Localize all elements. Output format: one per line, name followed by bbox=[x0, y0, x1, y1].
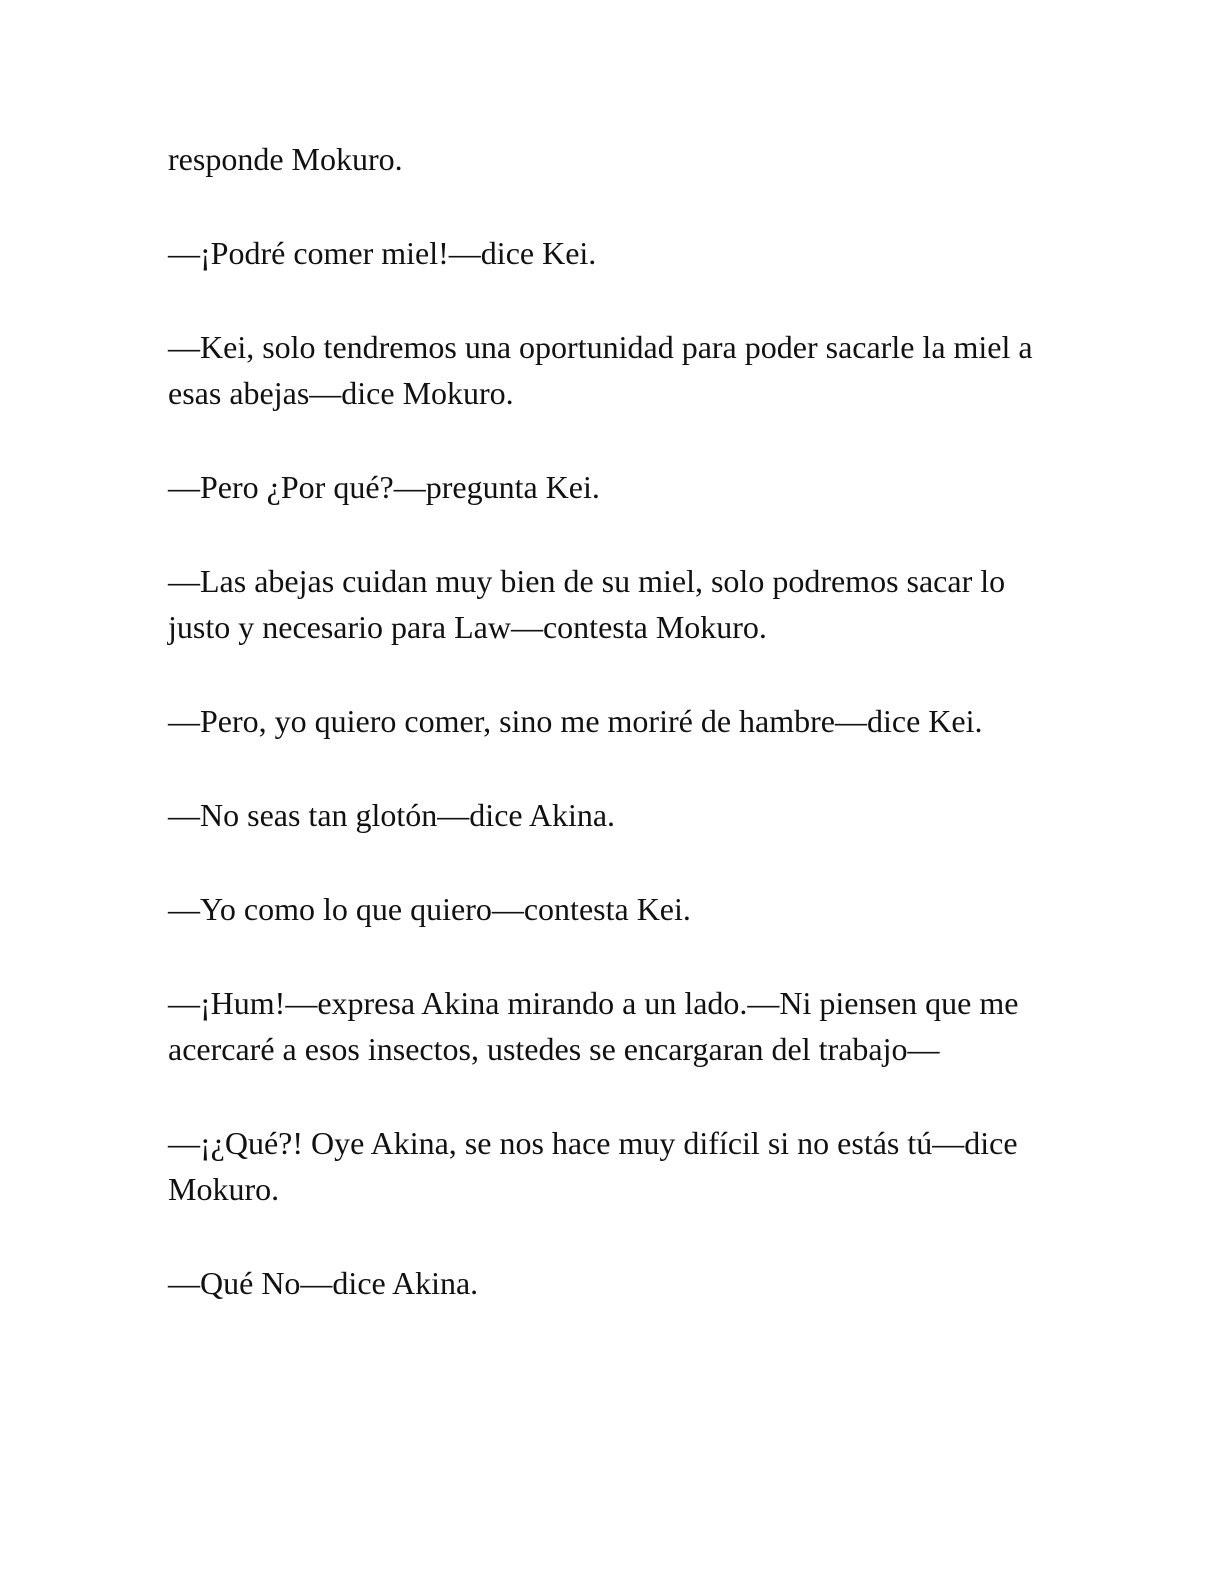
paragraph-5: —Las abejas cuidan muy bien de su miel, solo podremos sacar lo justo y necesario para Law—contesta Mokuro. bbox=[168, 563, 1006, 645]
paragraph-2: —¡Podré comer miel!—dice Kei. bbox=[168, 235, 597, 271]
paragraph-3: —Kei, solo tendremos una oportunidad para poder sacarle la miel a esas abejas—dice Mokuro. bbox=[168, 329, 1033, 411]
body-text bbox=[168, 136, 1048, 1354]
paragraph-7: —No seas tan glotón—dice Akina. bbox=[168, 797, 616, 833]
paragraph-8: —Yo como lo que quiero—contesta Kei. bbox=[168, 891, 691, 927]
paragraph-9: —¡Hum!—expresa Akina mirando a un lado.—Ni piensen que me acercaré a esos insectos, ustedes se encargaran del trabajo— bbox=[168, 985, 1019, 1067]
paragraph-11: —Qué No—dice Akina. bbox=[168, 1265, 479, 1301]
paragraph-1: responde Mokuro. bbox=[168, 141, 403, 177]
paragraph-10: —¡¿Qué?! Oye Akina, se nos hace muy difícil si no estás tú—dice Mokuro. bbox=[168, 1125, 1018, 1207]
paragraph-4: —Pero ¿Por qué?—pregunta Kei. bbox=[168, 469, 600, 505]
paragraph-6: —Pero, yo quiero comer, sino me moriré de hambre—dice Kei. bbox=[168, 703, 983, 739]
